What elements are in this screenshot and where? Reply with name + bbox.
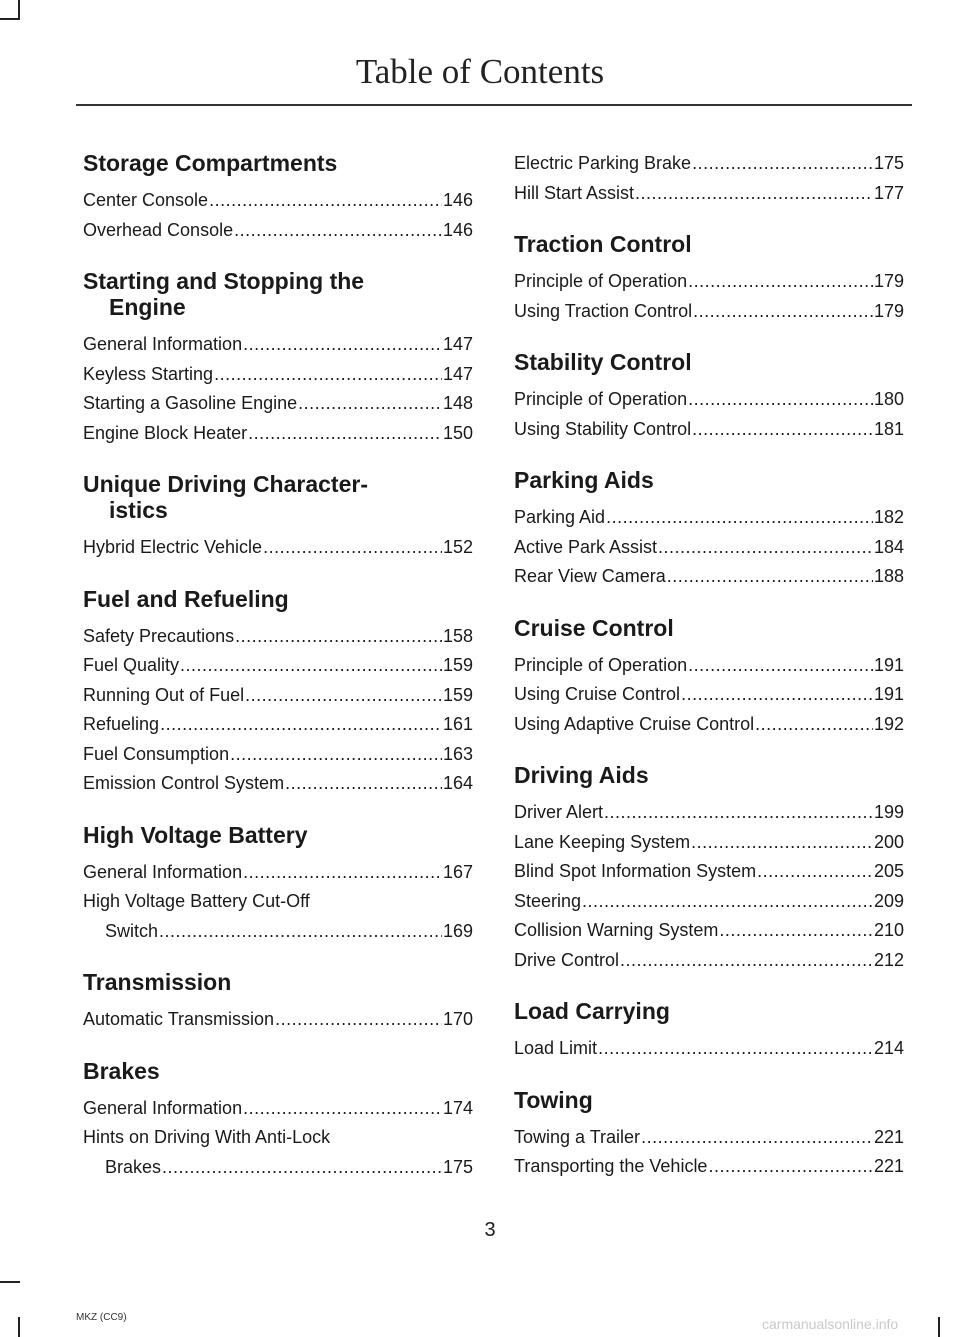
section-heading-text: Driving Aids xyxy=(514,762,649,788)
page-number: 3 xyxy=(484,1219,496,1241)
crop-mark xyxy=(938,1317,940,1337)
dot-leader xyxy=(159,917,442,947)
toc-entry[interactable] xyxy=(83,533,473,563)
toc-entry[interactable] xyxy=(514,857,904,887)
toc-entry-page: 210 xyxy=(873,920,904,940)
dot-leader xyxy=(688,651,873,681)
toc-entry-label: High Voltage Battery Cut-Off xyxy=(83,891,310,911)
toc-entry-label: Using Cruise Control xyxy=(514,684,681,704)
toc-entry-page: 152 xyxy=(442,537,473,557)
page-title: Table of Contents xyxy=(355,52,605,91)
toc-entry-label: Principle of Operation xyxy=(514,271,688,291)
toc-section xyxy=(514,149,904,208)
toc-entry-label: Electric Parking Brake xyxy=(514,153,692,173)
toc-entry[interactable] xyxy=(83,186,473,216)
toc-entry[interactable] xyxy=(83,419,473,449)
crop-mark xyxy=(0,18,20,20)
toc-entry[interactable] xyxy=(83,1005,473,1035)
toc-entry[interactable] xyxy=(514,946,904,976)
section-heading xyxy=(514,998,904,1024)
toc-entry-page: 212 xyxy=(873,949,904,970)
toc-entry-label: Principle of Operation xyxy=(514,389,688,409)
toc-entry-page: 214 xyxy=(873,1038,904,1058)
dot-leader xyxy=(755,710,873,740)
toc-entry[interactable] xyxy=(83,330,473,360)
toc-entry-label: Using Adaptive Cruise Control xyxy=(514,713,755,734)
dot-leader xyxy=(604,798,873,828)
toc-entry-page: 147 xyxy=(442,363,473,384)
toc-entry-page: 180 xyxy=(873,389,904,409)
section-heading xyxy=(83,268,473,320)
toc-entry-page: 209 xyxy=(873,890,904,911)
toc-entry-page: 175 xyxy=(873,153,904,173)
toc-entry-continuation xyxy=(83,1153,473,1183)
toc-entry-label: Hints on Driving With Anti-Lock xyxy=(83,1127,331,1147)
dot-leader xyxy=(162,1153,442,1183)
section-heading xyxy=(83,471,473,523)
section-heading xyxy=(83,969,473,995)
toc-section xyxy=(83,586,473,799)
section-heading xyxy=(514,467,904,493)
toc-section xyxy=(514,998,904,1064)
section-heading-text: Unique Driving Character- xyxy=(83,471,368,497)
footer-model: MKZ (CC9) xyxy=(76,1312,127,1323)
dot-leader xyxy=(285,769,442,799)
toc-entry-page: 163 xyxy=(442,743,473,764)
toc-entry-page: 174 xyxy=(442,1097,473,1118)
toc-entry-page: 158 xyxy=(442,625,473,646)
toc-entry-label: Fuel Consumption xyxy=(83,743,230,764)
toc-entry-label: Running Out of Fuel xyxy=(83,684,245,705)
toc-entry-label: General Information xyxy=(83,1097,243,1118)
toc-entry-page: 179 xyxy=(873,300,904,321)
dot-leader xyxy=(243,858,442,888)
toc-section xyxy=(83,150,473,245)
dot-leader xyxy=(180,651,442,681)
toc-entry[interactable] xyxy=(83,389,473,419)
toc-left-column xyxy=(83,150,473,1182)
toc-entry-page: 147 xyxy=(442,334,473,354)
section-heading-text: Cruise Control xyxy=(514,614,674,641)
toc-entry-page: 199 xyxy=(873,802,904,822)
section-heading xyxy=(514,762,904,788)
dot-leader xyxy=(230,740,442,770)
toc-entry[interactable] xyxy=(83,622,473,652)
toc-entry-page: 200 xyxy=(873,831,904,852)
toc-section xyxy=(83,822,473,947)
toc-entry[interactable] xyxy=(83,769,473,799)
section-heading xyxy=(83,586,473,612)
toc-entry-label: Steering xyxy=(514,890,582,911)
section-heading-text: High Voltage Battery xyxy=(83,821,308,848)
dot-leader xyxy=(275,1005,442,1035)
dot-leader xyxy=(691,828,873,858)
section-heading-text: Brakes xyxy=(83,1057,160,1084)
toc-entry-label: Driver Alert xyxy=(514,802,604,822)
toc-entry-page: 161 xyxy=(442,714,473,734)
toc-entry-label: Drive Control xyxy=(514,949,620,970)
toc-entry-page: 148 xyxy=(442,393,473,413)
toc-entry-page: 159 xyxy=(442,684,473,705)
toc-entry[interactable] xyxy=(514,533,904,563)
section-heading xyxy=(514,231,904,257)
dot-leader xyxy=(667,562,873,592)
watermark: carmanualsonline.info xyxy=(762,1316,899,1332)
dot-leader xyxy=(243,330,442,360)
toc-entry[interactable] xyxy=(83,360,473,390)
toc-entry-label: Hybrid Electric Vehicle xyxy=(83,537,263,557)
toc-right-column xyxy=(514,149,904,1182)
toc-section xyxy=(514,1087,904,1182)
toc-entry[interactable] xyxy=(83,858,473,888)
toc-entry[interactable] xyxy=(514,887,904,917)
toc-entry[interactable] xyxy=(514,1034,904,1064)
toc-section xyxy=(514,467,904,592)
toc-entry[interactable] xyxy=(514,798,904,828)
toc-entry[interactable] xyxy=(83,1094,473,1124)
toc-entry-page: 221 xyxy=(873,1126,904,1147)
toc-entry-page: 146 xyxy=(442,219,473,240)
dot-leader xyxy=(688,267,873,297)
dot-leader xyxy=(263,533,442,563)
dot-leader xyxy=(708,1152,873,1182)
toc-entry-label: Automatic Transmission xyxy=(83,1009,275,1029)
toc-entry-label: Parking Aid xyxy=(514,507,606,527)
toc-entry[interactable] xyxy=(514,828,904,858)
header-rule xyxy=(76,104,912,106)
toc-entry[interactable] xyxy=(514,651,904,681)
toc-entry-page: 150 xyxy=(442,422,473,443)
section-heading-text: Parking Aids xyxy=(514,467,654,493)
toc-entry-page: 191 xyxy=(873,684,904,704)
crop-mark xyxy=(18,0,20,20)
dot-leader xyxy=(658,533,873,563)
dot-leader xyxy=(248,419,442,449)
toc-section xyxy=(514,231,904,326)
toc-entry-label: Overhead Console xyxy=(83,219,234,240)
toc-entry[interactable] xyxy=(514,297,904,327)
toc-entry-label: Safety Precautions xyxy=(83,625,235,646)
dot-leader xyxy=(693,297,873,327)
toc-entry-label: General Information xyxy=(83,861,243,882)
toc-entry-label: Engine Block Heater xyxy=(83,422,248,443)
toc-entry-page: 167 xyxy=(442,861,473,882)
toc-entry-label: Principle of Operation xyxy=(514,654,688,675)
dot-leader xyxy=(214,360,442,390)
section-heading xyxy=(514,615,904,641)
toc-section xyxy=(83,268,473,448)
dot-leader xyxy=(692,149,873,179)
toc-entry-label: Refueling xyxy=(83,714,160,734)
toc-entry[interactable] xyxy=(83,216,473,246)
section-heading-text: Fuel and Refueling xyxy=(83,585,289,612)
toc-entry-label: Center Console xyxy=(83,190,209,210)
dot-leader xyxy=(692,415,873,445)
section-heading-text: Storage Compartments xyxy=(83,150,338,176)
toc-entry-label: Load Limit xyxy=(514,1038,598,1058)
toc-section xyxy=(83,969,473,1035)
dot-leader xyxy=(234,216,442,246)
toc-section xyxy=(514,615,904,740)
section-heading xyxy=(514,1087,904,1113)
toc-entry-label: General Information xyxy=(83,334,243,354)
section-heading-text: Traction Control xyxy=(514,231,692,257)
section-heading xyxy=(83,1058,473,1084)
section-heading-text: Stability Control xyxy=(514,349,692,375)
dot-leader xyxy=(688,385,873,415)
toc-entry-page: 179 xyxy=(873,271,904,291)
section-heading xyxy=(83,150,473,176)
section-heading-text: Load Carrying xyxy=(514,998,670,1024)
section-heading-continuation: Engine xyxy=(109,294,186,320)
dot-leader xyxy=(598,1034,873,1064)
toc-entry-label-continuation: Brakes xyxy=(105,1156,162,1177)
section-heading-text: Starting and Stopping the xyxy=(83,268,365,294)
toc-entry-page: 170 xyxy=(442,1009,473,1029)
toc-section xyxy=(514,762,904,975)
toc-entry-page: 184 xyxy=(873,536,904,557)
toc-entry-label: Emission Control System xyxy=(83,773,285,793)
toc-entry-page: 221 xyxy=(873,1156,904,1176)
toc-entry-label: Towing a Trailer xyxy=(514,1126,641,1147)
dot-leader xyxy=(209,186,442,216)
toc-entry[interactable] xyxy=(83,651,473,681)
toc-entry-label: Collision Warning System xyxy=(514,920,719,940)
toc-entry-continuation xyxy=(83,917,473,947)
toc-entry-label: Hill Start Assist xyxy=(514,182,635,203)
toc-entry-label: Active Park Assist xyxy=(514,536,658,557)
toc-entry-page: 164 xyxy=(442,773,473,793)
toc-entry-page: 192 xyxy=(873,713,904,734)
dot-leader xyxy=(635,179,873,209)
toc-entry-page: 181 xyxy=(873,418,904,439)
dot-leader xyxy=(298,389,442,419)
crop-mark xyxy=(0,1281,20,1283)
dot-leader xyxy=(582,887,873,917)
toc-entry-page: 169 xyxy=(442,920,473,941)
toc-entry[interactable] xyxy=(514,385,904,415)
section-heading xyxy=(514,349,904,375)
toc-entry[interactable] xyxy=(514,916,904,946)
section-heading-text: Towing xyxy=(514,1086,593,1113)
toc-entry-label: Transporting the Vehicle xyxy=(514,1156,708,1176)
toc-entry-label: Blind Spot Information System xyxy=(514,861,757,881)
toc-entry-label: Keyless Starting xyxy=(83,363,214,384)
toc-entry-page: 175 xyxy=(442,1156,473,1177)
toc-entry[interactable] xyxy=(83,710,473,740)
toc-entry-page: 205 xyxy=(873,861,904,881)
toc-entry-page: 177 xyxy=(873,182,904,203)
toc-entry[interactable] xyxy=(83,887,473,946)
toc-entry-page: 188 xyxy=(873,566,904,586)
dot-leader xyxy=(245,681,442,711)
dot-leader xyxy=(160,710,442,740)
toc-entry[interactable] xyxy=(514,1152,904,1182)
dot-leader xyxy=(641,1123,873,1153)
toc-entry-label: Using Traction Control xyxy=(514,300,693,321)
toc-entry[interactable] xyxy=(514,267,904,297)
toc-entry-label-continuation: Switch xyxy=(105,920,159,941)
toc-entry[interactable] xyxy=(514,1123,904,1153)
toc-entry[interactable] xyxy=(514,415,904,445)
toc-entry[interactable] xyxy=(83,681,473,711)
toc-entry-page: 146 xyxy=(442,190,473,210)
toc-entry[interactable] xyxy=(514,179,904,209)
section-heading-text: Transmission xyxy=(83,969,232,995)
toc-entry-page: 159 xyxy=(442,655,473,675)
toc-entry-page: 182 xyxy=(873,507,904,527)
dot-leader xyxy=(681,680,873,710)
toc-entry[interactable] xyxy=(514,710,904,740)
crop-mark xyxy=(18,1317,20,1337)
toc-entry[interactable] xyxy=(514,503,904,533)
toc-section xyxy=(514,349,904,444)
dot-leader xyxy=(235,622,442,652)
toc-entry-label: Using Stability Control xyxy=(514,418,692,439)
toc-entry-label: Fuel Quality xyxy=(83,655,180,675)
section-heading-continuation: istics xyxy=(109,497,168,523)
toc-entry[interactable] xyxy=(83,740,473,770)
toc-entry-label: Starting a Gasoline Engine xyxy=(83,393,298,413)
section-heading xyxy=(83,822,473,848)
toc-entry-label: Rear View Camera xyxy=(514,566,666,586)
dot-leader xyxy=(719,916,873,946)
toc-section xyxy=(83,471,473,563)
toc-entry[interactable] xyxy=(83,1123,473,1182)
toc-entry[interactable] xyxy=(514,149,904,179)
toc-entry-page: 191 xyxy=(873,654,904,675)
toc-entry[interactable] xyxy=(514,562,904,592)
toc-section xyxy=(83,1058,473,1183)
toc-entry-label: Lane Keeping System xyxy=(514,831,691,852)
dot-leader xyxy=(243,1094,442,1124)
toc-entry[interactable] xyxy=(514,680,904,710)
dot-leader xyxy=(606,503,873,533)
dot-leader xyxy=(620,946,873,976)
dot-leader xyxy=(757,857,873,887)
